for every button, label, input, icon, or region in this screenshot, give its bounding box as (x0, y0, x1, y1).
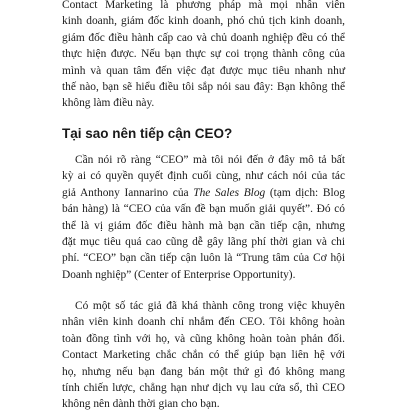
text-line: mình và quan tâm đến việc đạt được mục tiêu nhanh như (62, 64, 345, 77)
text-line: toàn đồng tình với họ, và cũng không hoàn toàn phản đối. (62, 332, 345, 345)
text-line: thế nào, bạn sẽ hiểu điều tôi sắp nói sau đây: Bạn không thể (62, 81, 345, 94)
text-line: không nên dành thời gian cho bạn. (62, 398, 220, 411)
text-segment: (tạm dịch: Blog (265, 186, 345, 199)
paragraph-1 (62, 0, 345, 112)
section-heading: Tại sao nên tiếp cận CEO? (62, 126, 233, 141)
text-line: thực hiện được. Nếu bạn thực sự coi trọng thành công của (62, 48, 345, 61)
text-line: thể là vị giám đốc điều hành mà bạn cần tiếp cận, nhưng (62, 219, 345, 232)
text-line: phí. “CEO” bạn cần tiếp cận luôn là “Trung tâm của Cơ hội (62, 252, 345, 265)
text-line: giám đốc điều hành cấp cao và chủ doanh nghiệp đều có thể (62, 31, 345, 44)
text-line: kỳ ai có quyền quyết định cuối cùng, như cách nói của tác (62, 170, 345, 183)
text-line: bán hàng) là “CEO của vấn đề bạn muốn giải quyết”. Đó có (62, 203, 345, 216)
text-line: tính chiến lược, chẳng hạn như dịch vụ lau cửa sổ, thì CEO (62, 382, 345, 395)
text-line: Contact Marketing là phương pháp mà mọi nhân viên (62, 0, 345, 11)
book-title: The Sales Blog (193, 186, 266, 199)
text-line: không làm điều này. (62, 97, 155, 110)
text-line: đặt mục tiêu quá cao cũng dễ gây lãng phí thời gian và chi (62, 236, 345, 249)
text-line: Có một số tác giả đã khá thành công trong việc khuyên (75, 300, 345, 312)
text-line: họ, nhưng nếu bạn đang bán một thứ gì đó không mang (62, 365, 345, 378)
text-segment: giả Anthony Iannarino của (62, 186, 194, 199)
text-line: Doanh nghiệp” (Center of Enterprise Opportunity). (62, 268, 296, 281)
text-line-with-book-title (62, 185, 345, 201)
text-line: Contact Marketing chắc chắn có thể giúp bạn liên hệ với (62, 349, 345, 362)
paragraph-3 (62, 298, 345, 413)
paragraph-2 (62, 152, 345, 283)
text-line: Cần nói rõ ràng “CEO” mà tôi nói đến ở đây mô tả bất (75, 154, 345, 166)
text-line: kinh doanh, giám đốc kinh doanh, phó chủ tịch kinh doanh, (62, 15, 345, 28)
text-line: nhân viên kinh doanh chỉ nhắm đến CEO. Tôi không hoàn (62, 316, 345, 329)
